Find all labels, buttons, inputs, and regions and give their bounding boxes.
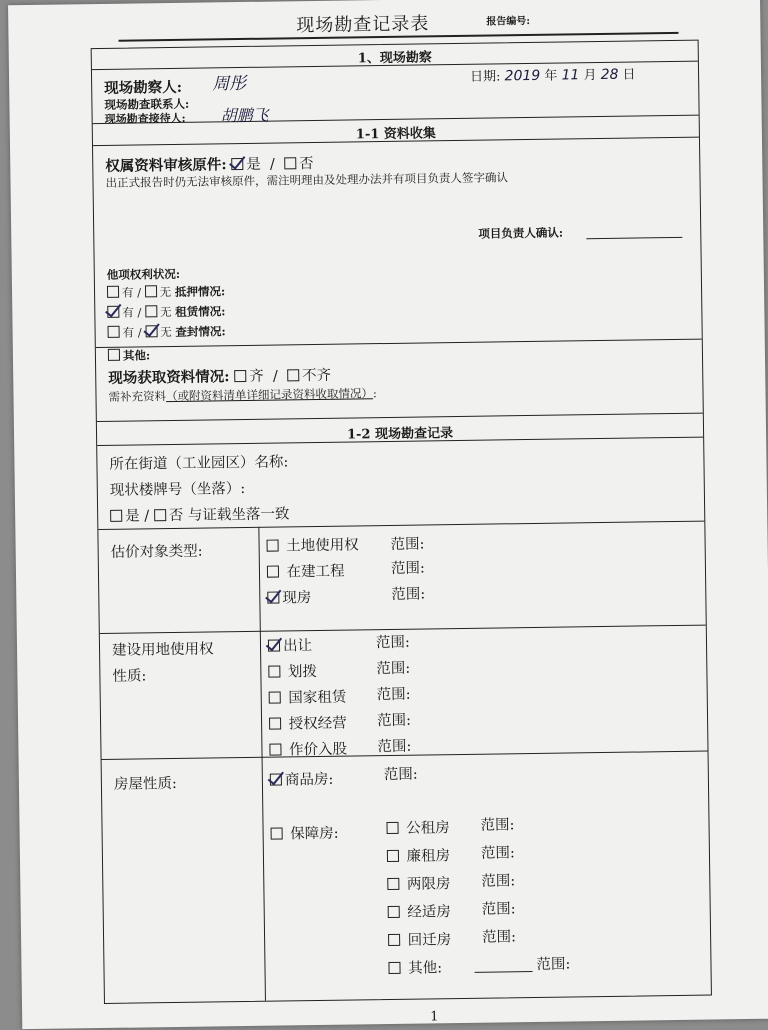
house-nature-label: 房屋性质: — [113, 775, 177, 793]
land-use-option — [269, 712, 347, 734]
checkbox-affordable-other[interactable] — [388, 962, 400, 974]
checkbox-land-use-right[interactable] — [267, 540, 279, 552]
range-label: 范围: — [390, 560, 425, 577]
checkbox-existing-house[interactable] — [267, 592, 279, 604]
checkbox-commercial-house[interactable] — [270, 774, 282, 786]
affordable-other-option — [388, 956, 442, 978]
range-label: 范围: — [391, 586, 426, 603]
confirm-label: 项目负责人确认: — [478, 225, 564, 241]
object-type-option — [266, 533, 358, 555]
report-number-label: 报告编号: — [486, 15, 531, 28]
checkbox-lease-none[interactable] — [145, 305, 157, 317]
range-label: 范围: — [536, 956, 571, 973]
date-month-unit: 月 — [583, 68, 597, 84]
date-year-unit: 年 — [544, 68, 558, 84]
page-number: 1 — [430, 1009, 439, 1025]
checkbox-price-limited[interactable] — [387, 878, 399, 890]
checkbox-transfer[interactable] — [268, 640, 280, 652]
consistent-text: 与证载坐落一致 — [187, 506, 290, 524]
checkbox-review-yes[interactable] — [231, 158, 243, 170]
colon: : — [372, 386, 377, 401]
checkbox-authorized-operation[interactable] — [269, 718, 281, 730]
object-type-option — [267, 560, 345, 582]
supplement-row — [108, 385, 377, 405]
slash: / — [272, 368, 278, 385]
checkbox-economic-housing[interactable] — [388, 906, 400, 918]
checkbox-review-no[interactable] — [284, 157, 296, 169]
checkbox-mortgage-none[interactable] — [145, 285, 157, 297]
section-heading: 1-2 现场勘查记录 — [346, 426, 454, 443]
lease-row — [107, 303, 225, 321]
divider — [96, 339, 702, 348]
street-label: 所在街道（工业园区）名称: — [109, 454, 289, 473]
option-label: 经适房 — [407, 904, 451, 921]
checkbox-capital-contribution[interactable] — [269, 744, 281, 756]
option-label: 其他: — [408, 960, 443, 977]
checkbox-low-rent[interactable] — [387, 850, 399, 862]
building-label: 现状楼牌号（坐落）: — [109, 480, 246, 499]
checkbox-rights-other[interactable] — [108, 349, 120, 361]
affordable-sub-option — [388, 928, 451, 950]
inspector-label: 现场勘察人: — [104, 78, 183, 97]
slash: / — [137, 325, 142, 340]
land-use-label-2: 性质: — [112, 668, 147, 685]
range-label: 范围: — [376, 686, 411, 704]
receiver-label: 现场勘查接待人: — [104, 111, 186, 126]
seal-label: 查封情况: — [175, 324, 226, 339]
land-use-option — [269, 738, 347, 760]
receiver-signature: 胡鹏飞 — [220, 105, 269, 126]
checkbox-complete[interactable] — [234, 370, 246, 382]
range-label: 范围: — [375, 634, 410, 652]
option-label: 划拨 — [287, 664, 318, 681]
have-label: 有 — [122, 325, 135, 340]
consistent-no-label: 否 — [168, 507, 184, 525]
range-label: 范围: — [480, 817, 515, 834]
date-label: 日期: — [469, 69, 501, 85]
checkbox-consistent-yes[interactable] — [110, 510, 122, 522]
checkbox-consistent-no[interactable] — [154, 509, 166, 521]
checkbox-under-construction[interactable] — [267, 566, 279, 578]
affordable-option — [270, 822, 338, 844]
option-label: 现房 — [282, 590, 312, 607]
section-heading: 1、现场勘察 — [357, 50, 432, 67]
review-yes-label: 是 — [246, 156, 261, 173]
object-type-label: 估价对象类型: — [110, 543, 203, 561]
none-label: 无 — [159, 304, 172, 320]
review-label: 权属资料审核原件: — [105, 156, 227, 175]
consistent-yes-label: 是 — [125, 508, 140, 525]
confirm-signature-line[interactable] — [586, 237, 682, 239]
contact-label: 现场勘查联系人: — [104, 96, 190, 112]
option-label: 两限房 — [406, 876, 451, 893]
supplement-note: （或附资料清单详细记录资料收取情况） — [165, 386, 374, 404]
land-use-option — [268, 660, 317, 682]
complete-label: 齐 — [249, 368, 264, 385]
consistent-row — [110, 502, 289, 526]
date-year: 2019 — [504, 67, 541, 85]
have-label: 有 — [121, 285, 134, 300]
option-label: 廉租房 — [406, 848, 451, 865]
other-fill-line[interactable] — [475, 971, 533, 973]
supplement-label: 需补充资料 — [108, 389, 167, 404]
range-label: 范围: — [480, 845, 515, 862]
slash: / — [144, 508, 150, 525]
option-label: 授权经营 — [288, 715, 347, 733]
range-label: 范围: — [376, 712, 412, 730]
checkbox-lease-have[interactable] — [107, 306, 119, 318]
date-day-unit: 日 — [622, 67, 636, 83]
document-title: 现场勘查记录表 — [296, 13, 430, 37]
range-label: 范围: — [481, 929, 517, 946]
affordable-sub-option — [386, 816, 449, 838]
slash: / — [137, 305, 142, 320]
have-label: 有 — [122, 305, 134, 320]
mortgage-row — [107, 283, 225, 301]
option-label: 保障房: — [290, 825, 339, 843]
affordable-sub-option — [388, 900, 451, 922]
review-no-label: 否 — [298, 155, 314, 173]
rights-other-label: 其他: — [122, 348, 151, 363]
inspector-signature: 周彤 — [212, 73, 247, 95]
land-use-option — [269, 686, 347, 708]
option-label: 回迁房 — [407, 932, 452, 949]
checkbox-incomplete[interactable] — [287, 369, 299, 381]
date-field — [470, 63, 636, 84]
affordable-sub-option — [387, 844, 450, 866]
checkbox-public-rental[interactable] — [386, 822, 398, 834]
rights-other-row — [108, 347, 150, 364]
range-label: 范围: — [481, 873, 516, 890]
object-type-option — [267, 586, 311, 608]
date-day: 28 — [600, 66, 619, 83]
slash: / — [269, 156, 275, 173]
checkbox-allocation[interactable] — [268, 666, 280, 678]
checkbox-resettlement[interactable] — [388, 934, 400, 946]
incomplete-label: 不齐 — [301, 367, 332, 385]
date-month: 11 — [561, 67, 580, 84]
checkbox-seal-none[interactable] — [145, 325, 157, 337]
section-heading: 1-1 资料收集 — [355, 126, 436, 143]
range-label: 范围: — [390, 536, 425, 553]
checkbox-state-lease[interactable] — [269, 692, 281, 704]
none-label: 无 — [160, 324, 172, 340]
obtained-row — [108, 364, 331, 388]
range-label: 范围: — [377, 738, 412, 756]
range-label: 范围: — [383, 766, 418, 784]
land-use-label: 建设用地使用权 — [111, 641, 214, 659]
obtained-label: 现场获取资料情况: — [108, 368, 230, 387]
seal-row — [108, 323, 226, 341]
checkbox-affordable-house[interactable] — [271, 827, 283, 839]
option-label: 在建工程 — [286, 563, 345, 581]
document-page — [8, 0, 768, 1029]
commercial-option — [270, 768, 334, 790]
slash: / — [137, 285, 142, 300]
form-table — [91, 40, 712, 1004]
option-label: 公租房 — [406, 820, 450, 837]
mortgage-label: 抵押情况: — [174, 284, 226, 299]
none-label: 无 — [159, 284, 172, 300]
review-note: 出正式报告时仍无法审核原件，需注明理由及处理办法并有项目负责人签字确认 — [105, 170, 509, 190]
range-label: 范围: — [481, 901, 516, 918]
lease-label: 租赁情况: — [175, 304, 226, 319]
range-label: 范围: — [376, 660, 411, 678]
option-label: 作价入股 — [288, 741, 348, 759]
rights-label: 他项权利状况: — [106, 266, 181, 282]
checkbox-mortgage-have[interactable] — [107, 286, 119, 298]
option-label: 土地使用权 — [286, 537, 359, 555]
option-label: 商品房: — [284, 771, 334, 789]
affordable-sub-option — [387, 872, 450, 894]
land-use-option — [268, 634, 312, 656]
checkbox-seal-have[interactable] — [108, 326, 120, 338]
option-label: 出让 — [282, 638, 313, 655]
option-label: 国家租赁 — [288, 689, 347, 707]
